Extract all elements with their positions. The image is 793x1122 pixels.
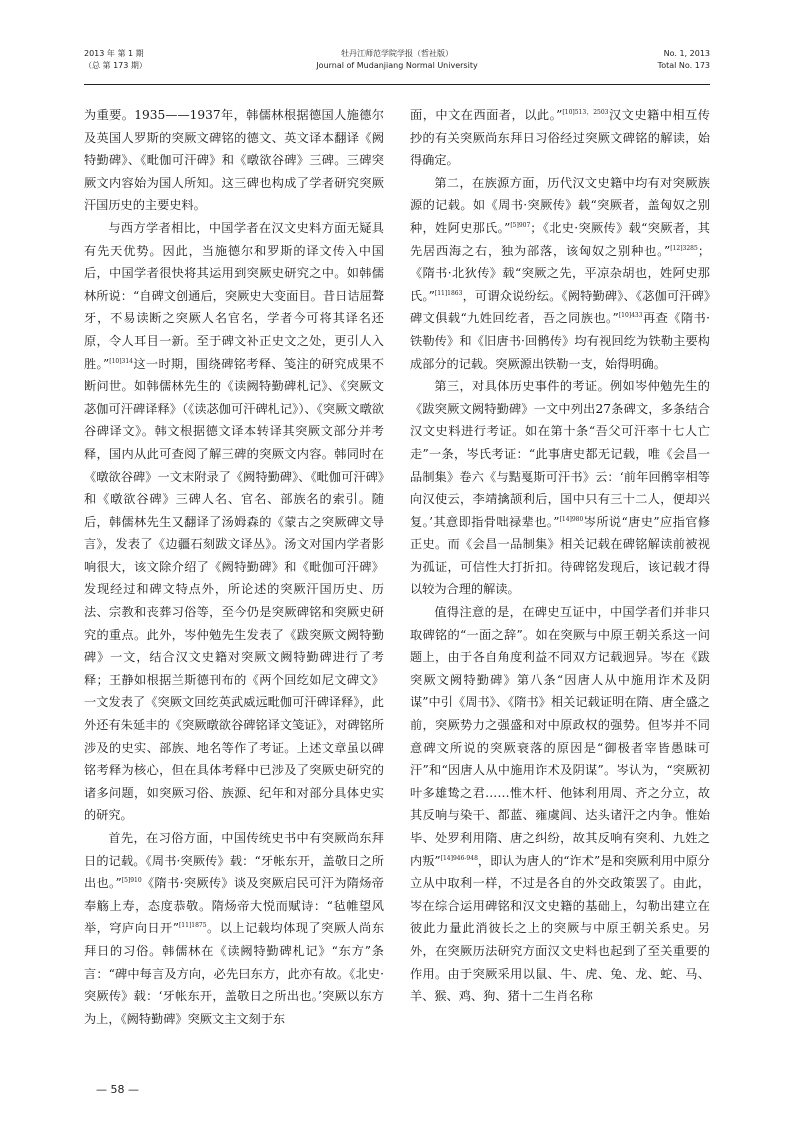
- citation-ref: [5]907: [510, 221, 531, 229]
- header-issue-en: No. 1, 2013: [663, 49, 710, 58]
- header-total-issue: （总 第 173 期）: [84, 61, 147, 70]
- paragraph-text: ；《隋书·北狄传》载“突厥之先，平凉杂胡也，姓阿史那氏。”: [410, 243, 710, 303]
- paragraph-text: 面，中文在西面者，以此。”: [410, 108, 563, 122]
- paragraph-text: 。以上记载均体现了突厥人尚东拜日的习俗。韩儒林在《读阙特勤碑札记》“东方”条言：“碑中每言及方向，必先曰东方，此亦有故。《北史·突厥传》载：‘牙帐东开，盖敬日之所出也。’突厥以东方为上，《阙特勤碑》突厥文主文刻于东: [84, 921, 384, 1026]
- citation-ref: [10]513，2503: [562, 108, 609, 116]
- paragraph: [410, 104, 710, 172]
- right-column: [410, 104, 710, 1084]
- citation-ref: [12]3285: [670, 244, 698, 252]
- citation-ref: [10]314: [109, 357, 134, 365]
- journal-title-en: Journal of Mudanjiang Normal University: [316, 61, 478, 70]
- citation-ref: [14]980: [559, 515, 584, 523]
- header-total-en: Total No. 173: [657, 61, 710, 70]
- paragraph-text: 这一时期，围绕碑铭考释、笺注的研究成果不断问世。如韩儒林先生的《读阙特勤碑札记》、《突厥文苾伽可汗碑译释》（《读苾伽可汗碑札记》）、《突厥文暾欲谷碑译文》。韩文根据德文译本转译其突厥文部分并考释，国内从此可查阅了解三碑的突厥文内容。韩同时在《暾欲谷碑》一文末附录了《阙特勤碑》、《毗伽可汗碑》和《暾欲谷碑》三碑人名、官名、部族名的索引。随后，韩儒林先生又翻译了汤姆森的《蒙古之突厥碑文导言》，发表了《边疆石刻跋文译丛》。汤文对国内学者影响很大，该文除介绍了《阙特勤碑》和《毗伽可汗碑》发现经过和碑文特点外，所论述的突厥汗国历史、历法、宗教和丧葬习俗等，至今仍是突厥碑铭和突厥史研究的重点。此外，岑仲勉先生发表了《跋突厥文阙特勤碑》一文，结合汉文史籍对突厥文阙特勤碑进行了考释；王静如根据兰斯德刊布的《两个回纥如尼文碑文》一文发表了《突厥文回纥英武威远毗伽可汗碑译释》，此外还有朱延丰的《突厥暾欲谷碑铭译文笺证》，对碑铭所涉及的史实、部族、地名等作了考证。上述文章虽以碑铭考释为核心，但在具体考释中已涉及了突厥史研究的诸多问题，如突厥习俗、族源、纪年和对部分具体史实的研究。: [84, 356, 384, 823]
- page-header: [84, 48, 710, 84]
- paragraph-text: 第二，在族源方面，历代汉文史籍中均有对突厥族源的记载。如《周书·突厥传》载“突厥者，盖匈奴之别种，姓阿史那氏。”: [410, 175, 710, 235]
- citation-ref: [11]1875: [178, 922, 207, 930]
- paragraph-text: 再查《隋书·铁勒传》和《旧唐书·回鹘传》均有视回纥为铁勒主要构成部分的记载。突厥源出铁勒一支，始得明确。: [410, 311, 710, 371]
- header-rule: [84, 84, 710, 85]
- citation-ref: [10]433: [618, 312, 643, 320]
- left-column: [84, 104, 384, 1084]
- citation-ref: [14]946-948: [440, 854, 478, 862]
- paragraph: [410, 601, 710, 1008]
- header-right: [658, 48, 710, 72]
- paragraph: [84, 104, 384, 217]
- paragraph: [84, 217, 384, 827]
- paragraph-text: 岑所说“唐史”应指官修正史。而《会昌一品制集》相关记载在碑铭解读前被视为孤证，可信性大打折扣。待碑铭发现后，该记载才得以较为合理的解读。: [410, 514, 710, 597]
- paragraph-text: 为重要。1935——1937年，韩儒林根据德国人施德尔及英国人罗斯的突厥文碑铭的德文、英文译本翻译《阙特勤碑》、《毗伽可汗碑》和《暾欲谷碑》三碑。三碑突厥文内容始为国人所知。这三碑也构成了学者研究突厥汗国历史的主要史料。: [84, 108, 384, 213]
- paragraph-text: 汉文史籍中相互传抄的有关突厥尚东拜日习俗经过突厥文碑铭的解读，始得确定。: [410, 108, 710, 168]
- paragraph: [410, 375, 710, 601]
- header-center: [84, 48, 710, 72]
- paragraph: [84, 827, 384, 1030]
- paragraph-text: 与西方学者相比，中国学者在汉文史料方面无疑具有先天优势。因此，当施德尔和罗斯的译文传入中国后，中国学者很快将其运用到突厥史研究之中。如韩儒林所说：“自碑文创通后，突厥史大变面目。昔日诘屈聱牙，不易读断之突厥人名官名，学者今可将其译名还原，令人耳目一新。至于碑文补正史文之处，更引人入胜。”: [84, 220, 384, 371]
- paragraph-text: 首先，在习俗方面，中国传统史书中有突厥尚东拜日的记载。《周书·突厥传》载：“牙帐东开，盖敬日之所出也。”: [84, 831, 384, 891]
- paragraph-text: ，可谓众说纷纭。《阙特勤碑》、《苾伽可汗碑》碑文俱载“九姓回纥者，吾之同族也。”: [410, 288, 710, 326]
- paragraph-text: 《隋书·突厥传》谈及突厥启民可汗为隋炀帝奉觞上寿，态度恭敬。隋炀帝大悦而赋诗：“毡帷望风举，穹庐向日开”: [84, 876, 384, 936]
- header-issue: 2013 年 第 1 期: [84, 49, 144, 58]
- paragraph: [410, 172, 710, 375]
- citation-ref: [11]1863: [434, 289, 463, 297]
- page-number: — 58 —: [96, 1083, 139, 1096]
- journal-title-cn: 牡丹江师范学院学报（哲社版）: [341, 49, 453, 58]
- paragraph-text: 第三，对具体历史事件的考证。例如岑仲勉先生的《跋突厥文阙特勤碑》一文中列出27条碑文，多条结合汉文史料进行考证。如在第十条“吾父可汗率十七人亡走”一条，岑氏考证：“此事唐史都无记载，唯《会昌一品制集》卷六《与黠戛斯可汗书》云：‘前年回鹘宰相等向汉使云，李靖擒颉利后，国中只有三十二人，便却兴复。’其意即指骨咄禄辈也。”: [410, 379, 710, 529]
- paragraph-text: ，即认为唐人的“诈术”是和突厥利用中原分立从中取利一样，不过是各自的外交政策罢了。由此，岑在综合运用碑铭和汉文史籍的基础上，勾勒出建立在彼此力量此消彼长之上的突厥与中原王朝关系史。另外，在突厥历法研究方面汉文史料也起到了至关重要的作用。由于突厥采用以鼠、牛、虎、兔、龙、蛇、马、羊、猴、鸡、狗、猪十二生肖名称: [410, 853, 710, 1004]
- citation-ref: [5]910: [121, 877, 142, 885]
- paragraph-text: 值得注意的是，在碑史互证中，中国学者们并非只取碑铭的“一面之辞”。如在突厥与中原王朝关系这一问题上，由于各自角度利益不同双方记载迥异。岑在《跋突厥文阙特勤碑》第八条“因唐人从中施用诈术及阴谋”中引《周书》、《隋书》相关记载证明在隋、唐全盛之前，突厥势力之强盛和对中原政权的强势。但岑并不同意碑文所说的突厥衰落的原因是“御极者宰皆愚昧可汗”和“因唐人从中施用诈术及阴谋”。岑认为，“突厥初叶多雄鸷之君……惟木杆、他钵利用周、齐之分立，故其反响与染干、都蓝、雍虞闾、达头诸汗之内争。惟始毕、处罗利用隋、唐之纠纷，故其反响有突利、九姓之内叛”: [410, 605, 710, 868]
- paragraph-text: ；《北史·突厥传》载“突厥者，其先居西海之右，独为部落，该匈奴之别种也。”: [410, 220, 710, 258]
